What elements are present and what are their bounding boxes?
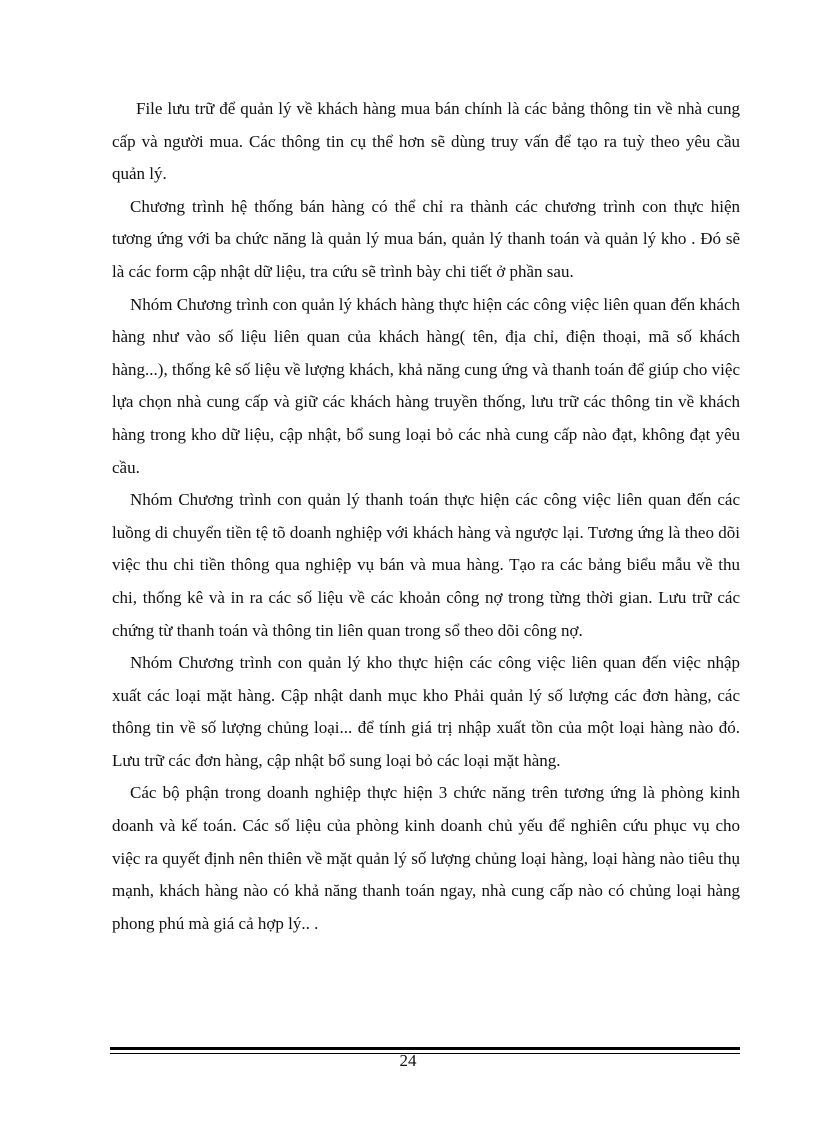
body-text: [112, 93, 740, 940]
page-number: 24: [399, 1051, 417, 1070]
paragraph-customer-module: Nhóm Chương trình con quản lý khách hàng thực hiện các công việc liên quan đến khách hàng như vào số liệu liên quan của khách hàng( tên, địa chỉ, điện thoại, mã số khách hàng...), thống kê số liệu về lượng khách, khả năng cung ứng và thanh toán để giúp cho việc lựa chọn nhà cung cấp và giữ các khách hàng truyền thống, lưu trữ các thông tin về khách hàng trong kho dữ liệu, cập nhật, bổ sung loại bỏ các nhà cung cấp nào đạt, không đạt yêu cầu.: [112, 294, 740, 477]
paragraph-sales-system: Chương trình hệ thống bán hàng có thể chỉ ra thành các chương trình con thực hiện tương ứng với ba chức năng là quản lý mua bán, quản lý thanh toán và quản lý kho . Đó sẽ là các form cập nhật dữ liệu, tra cứu sẽ trình bày chi tiết ở phần sau.: [112, 196, 740, 281]
paragraph-payment-module: Nhóm Chương trình con quản lý thanh toán thực hiện các công việc liên quan đến các luồng di chuyển tiền tệ tõ doanh nghiệp với khách hàng và ngược lại. Tương ứng là theo dõi việc thu chi tiền thông qua nghiệp vụ bán và mua hàng. Tạo ra các bảng biểu mẫu về thu chi, thống kê và in ra các số liệu về các khoản công nợ trong từng thời gian. Lưu trữ các chứng từ thanh toán và thông tin liên quan trong sổ theo dõi công nợ.: [112, 490, 740, 640]
paragraph-file-storage: File lưu trữ để quản lý về khách hàng mua bán chính là các bảng thông tin về nhà cung cấp và người mua. Các thông tin cụ thể hơn sẽ dùng truy vấn để tạo ra tuỳ theo yêu cầu quản lý.: [112, 99, 740, 184]
paragraph-departments: Các bộ phận trong doanh nghiệp thực hiện 3 chức năng trên tương ứng là phòng kinh doanh và kế toán. Các số liệu của phòng kinh doanh chủ yếu để nghiên cứu phục vụ cho việc ra quyết định nên thiên về mặt quản lý số lượng chủng loại hàng, loại hàng nào tiêu thụ mạnh, khách hàng nào có khả năng thanh toán ngay, nhà cung cấp nào có chủng loại hàng phong phú mà giá cả hợp lý.. .: [112, 783, 740, 933]
paragraph-warehouse-module: Nhóm Chương trình con quản lý kho thực hiện các công việc liên quan đến việc nhập xuất các loại mặt hàng. Cập nhật danh mục kho Phải quản lý số lượng các đơn hàng, các thông tin về số lượng chủng loại... để tính giá trị nhập xuất tồn của một loại hàng nào đó. Lưu trữ các đơn hàng, cập nhật bổ sung loại bỏ các loại mặt hàng.: [112, 653, 740, 770]
